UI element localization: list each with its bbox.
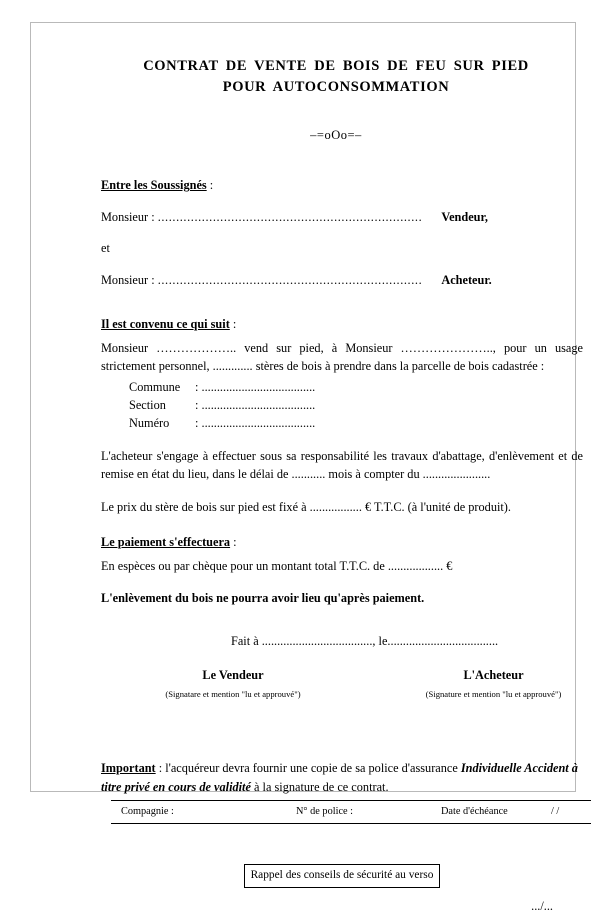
section-important: [101, 759, 583, 796]
parcelle-commune-value[interactable]: : .....................................: [195, 380, 316, 395]
page-continuation-marker: .../...: [531, 898, 553, 913]
parcelle-fields: [129, 379, 583, 432]
ornament-divider: –=oOo=–: [310, 128, 362, 143]
signature-vendeur-mention: (Signatare et mention "lu et approuvé"): [165, 689, 301, 700]
fait-a-line[interactable]: Fait à ...................................., le....................................: [231, 634, 499, 649]
document-content: [71, 47, 601, 915]
paiement-warning: L'enlèvement du bois ne pourra avoir lieu qu'après paiement.: [101, 590, 425, 605]
convenu-heading-colon: :: [229, 316, 237, 331]
parcelle-section-value[interactable]: : .....................................: [195, 398, 316, 413]
field-compagnie[interactable]: Compagnie :: [121, 806, 174, 818]
acheteur-label: Monsieur :: [101, 272, 155, 287]
signature-acheteur-mention: (Signature et mention "lu et approuvé"): [425, 689, 562, 700]
parcelle-commune-row: [129, 379, 583, 397]
vendeur-line: [101, 209, 583, 227]
field-date-slashes[interactable]: / /: [551, 806, 560, 818]
convenu-heading-text: Il est convenu ce qui suit: [101, 316, 230, 331]
section-entre-heading: [101, 177, 583, 195]
et-connector: et: [101, 241, 110, 256]
acheteur-blank-field[interactable]: ........................................................................: [157, 272, 423, 287]
signature-block-vendeur: [153, 667, 313, 700]
important-label: Important: [101, 761, 156, 776]
convenu-paragraph-3: Le prix du stère de bois sur pied est fixé à ................. € T.T.C. (à l'unité de produit).: [101, 499, 511, 514]
insurance-fields-box: [111, 800, 591, 824]
rappel-wrapper: [101, 864, 583, 888]
convenu-paragraph-2: L'acheteur s'engage à effectuer sous sa responsabilité les travaux d'abattage, d'enlèvement et de remise en état du lieu, dans le délai de ........... mois à compter du ......................: [101, 448, 583, 482]
document-sheet: [30, 22, 583, 913]
signature-block-acheteur: [401, 667, 586, 700]
vendeur-label: Monsieur :: [101, 210, 155, 225]
parcelle-numero-value[interactable]: : .....................................: [195, 416, 316, 431]
acheteur-line: [101, 272, 583, 290]
field-date-echeance[interactable]: Date d'échéance: [441, 806, 508, 818]
parcelle-section-label: Section: [129, 398, 166, 413]
page-title-line1: CONTRAT DE VENTE DE BOIS DE FEU SUR PIED: [143, 58, 529, 74]
convenu-paragraph-1: Monsieur ……………….. vend sur pied, à Monsieur ………………….., pour un usage strictement personnel, ............. stères de bois à prendre dans la parcelle de bois cadastrée :: [101, 340, 583, 374]
paiement-heading-colon: :: [230, 535, 237, 550]
parcelle-numero-row: [129, 415, 583, 433]
paiement-heading-text: Le paiement s'effectuera: [101, 535, 231, 550]
important-text-part2: à la signature de ce contrat.: [250, 779, 389, 794]
parcelle-commune-label: Commune: [129, 380, 181, 395]
field-numero-police[interactable]: N° de police :: [296, 806, 354, 818]
signature-vendeur-title: Le Vendeur: [202, 668, 264, 683]
section-convenu-heading: [101, 316, 583, 334]
important-emphasis: Individuelle Accident à titre privé en cours de validité: [101, 761, 578, 794]
vendeur-role-label: Vendeur,: [441, 210, 488, 225]
section-paiement-heading: [101, 534, 583, 552]
entre-heading-colon: :: [206, 178, 214, 193]
parcelle-numero-label: Numéro: [129, 416, 170, 431]
document-body: [101, 177, 583, 915]
signature-row: [101, 667, 583, 705]
entre-heading-text: Entre les Soussignés: [101, 178, 207, 193]
paiement-paragraph: En espèces ou par chèque pour un montant total T.T.C. de .................. €: [101, 559, 453, 574]
acheteur-role-label: Acheteur.: [441, 272, 492, 287]
rappel-box: Rappel des conseils de sécurité au verso: [244, 864, 441, 888]
signature-acheteur-title: L'Acheteur: [463, 668, 524, 683]
page-title-line2: POUR AUTOCONSOMMATION: [222, 79, 450, 96]
vendeur-blank-field[interactable]: ........................................................................: [157, 210, 423, 225]
important-text-part1: : l'acquéreur devra fournir une copie de sa police d'assurance: [155, 761, 461, 776]
parcelle-section-row: [129, 397, 583, 415]
